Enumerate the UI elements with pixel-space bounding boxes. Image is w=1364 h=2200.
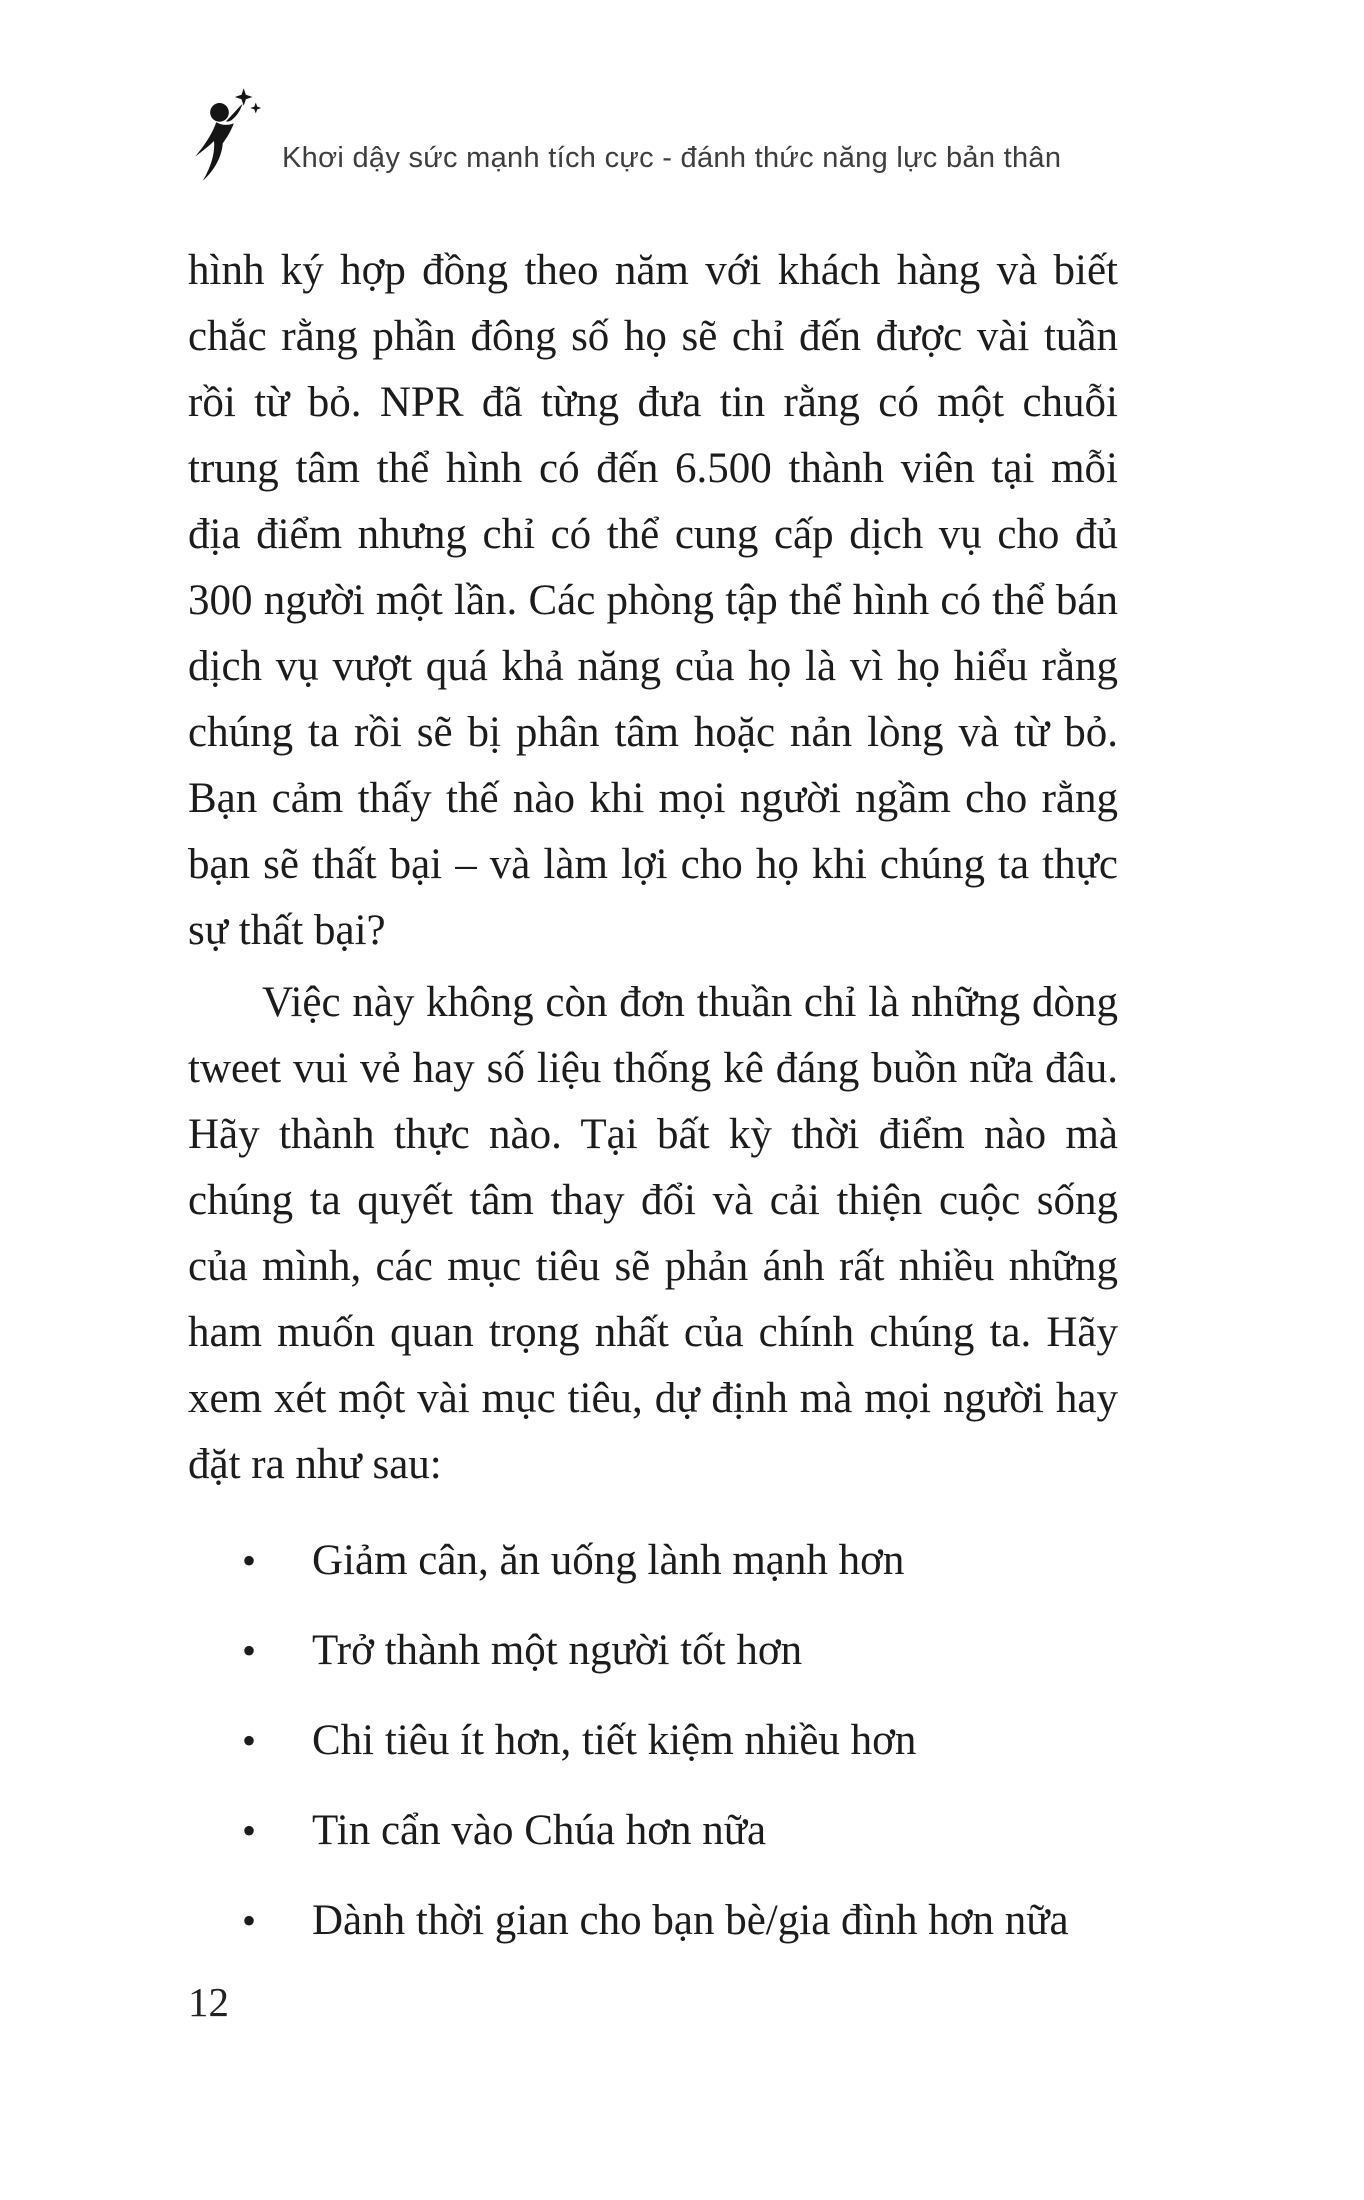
page-header bbox=[186, 86, 1061, 196]
list-item bbox=[242, 1798, 1118, 1864]
running-head-title: Khơi dậy sức mạnh tích cực - đánh thức năng lực bản thân bbox=[282, 141, 1062, 174]
bullet-icon: • bbox=[242, 1628, 257, 1673]
list-item-text: Dành thời gian cho bạn bè/gia đình hơn nữa bbox=[312, 1897, 1069, 1944]
page-number: 12 bbox=[188, 1979, 229, 2025]
list-item bbox=[242, 1708, 1118, 1774]
bullet-icon: • bbox=[242, 1538, 257, 1583]
body-paragraph: Việc này không còn đơn thuần chỉ là những dòng tweet vui vẻ hay số liệu thống kê đáng buồn nữa đâu. Hãy thành thực nào. Tại bất kỳ thời điểm nào mà chúng ta quyết tâm thay đổi và cải thiện cuộc sống của mình, các mục tiêu sẽ phản ánh rất nhiều những ham muốn quan trọng nhất của chính chúng ta. Hãy xem xét một vài mục tiêu, dự định mà mọi người hay đặt ra như sau: bbox=[188, 979, 1118, 1488]
body-paragraph: hình ký hợp đồng theo năm với khách hàng và biết chắc rằng phần đông số họ sẽ chỉ đến được vài tuần rồi từ bỏ. NPR đã từng đưa tin rằng có một chuỗi trung tâm thể hình có đến 6.500 thành viên tại mỗi địa điểm nhưng chỉ có thể cung cấp dịch vụ cho đủ 300 người một lần. Các phòng tập thể hình có thể bán dịch vụ vượt quá khả năng của họ là vì họ hiểu rằng chúng ta rồi sẽ bị phân tâm hoặc nản lòng và từ bỏ. Bạn cảm thấy thế nào khi mọi người ngầm cho rằng bạn sẽ thất bại – và làm lợi cho họ khi chúng ta thực sự thất bại? bbox=[188, 247, 1118, 954]
list-item-text: Giảm cân, ăn uống lành mạnh hơn bbox=[312, 1537, 905, 1584]
list-item bbox=[242, 1618, 1118, 1684]
list-item-text: Chi tiêu ít hơn, tiết kiệm nhiều hơn bbox=[312, 1717, 917, 1764]
bullet-list bbox=[242, 1528, 1118, 1954]
logo-icon bbox=[186, 86, 264, 196]
page-footer bbox=[188, 1978, 229, 2026]
list-item-text: Tin cẩn vào Chúa hơn nữa bbox=[312, 1807, 767, 1854]
list-item bbox=[242, 1528, 1118, 1594]
bullet-icon: • bbox=[242, 1718, 257, 1763]
page-body bbox=[188, 238, 1118, 1954]
list-item bbox=[242, 1888, 1118, 1954]
bullet-icon: • bbox=[242, 1898, 257, 1943]
bullet-icon: • bbox=[242, 1808, 257, 1853]
list-item-text: Trở thành một người tốt hơn bbox=[312, 1627, 803, 1674]
